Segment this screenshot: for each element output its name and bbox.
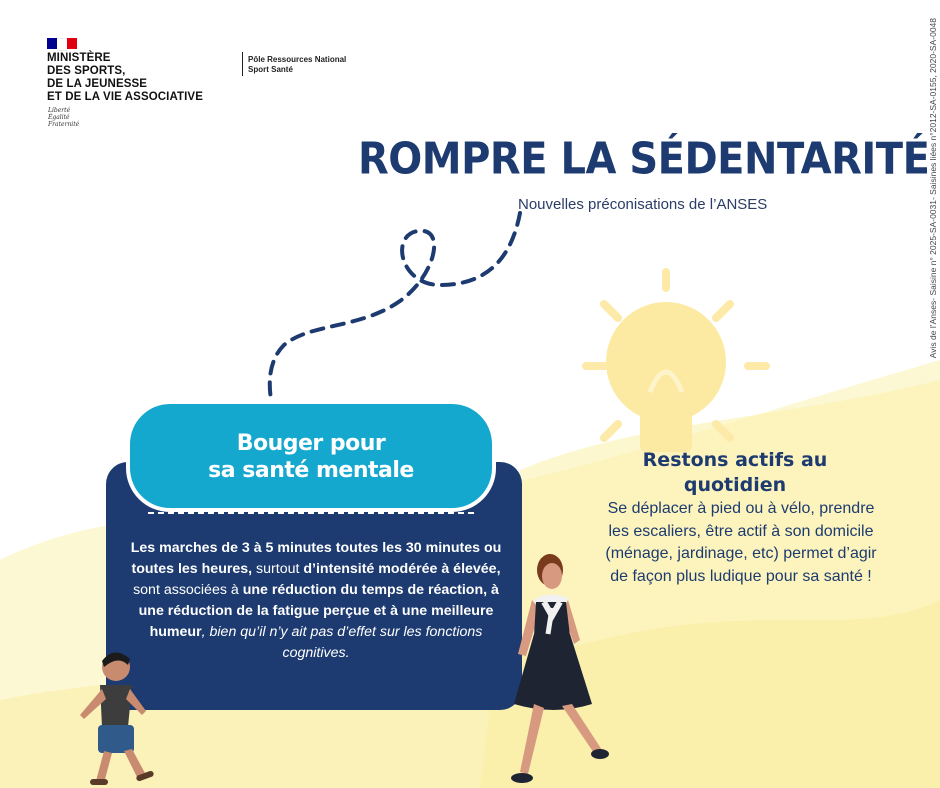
walking-child bbox=[62, 645, 162, 788]
ministry-line: ET DE LA VIE ASSOCIATIVE bbox=[47, 91, 203, 103]
flag-red bbox=[67, 38, 77, 49]
body-bold: Les marches de 3 à 5 minutes toutes les 30 minutes ou toutes les heures, bbox=[130, 540, 502, 577]
pole-divider bbox=[242, 52, 243, 76]
ministry-line: DES SPORTS, bbox=[47, 65, 126, 77]
body-italic: , bien qu’il n’y ait pas d’effet sur les fonctions cognitives. bbox=[201, 624, 483, 661]
body-bold: une réduction du temps de réaction, à une réduction de la fatigue perçue et à une meilleure humeur bbox=[138, 582, 499, 640]
dashed-trail bbox=[250, 205, 540, 410]
motto bbox=[48, 107, 79, 128]
body-regular: surtout bbox=[252, 561, 304, 577]
page-subtitle: Nouvelles préconisations de l’ANSES bbox=[518, 196, 768, 213]
info-card-body bbox=[126, 538, 506, 664]
card-dashed-divider bbox=[148, 512, 474, 514]
pole-name-line: Sport Santé bbox=[248, 65, 293, 74]
motto-line: Fraternité bbox=[48, 121, 80, 128]
republic-flag-logo bbox=[47, 38, 57, 49]
side-reference: Avis de l’Anses- Saisine n° 2025-SA-0031- Saisines liées n°2012-SA-0155, 2020-SA-0048 bbox=[928, 18, 938, 359]
ministry-line: MINISTÈRE bbox=[47, 52, 111, 64]
heading-line: Bouger pour bbox=[236, 431, 386, 456]
page-title: ROMPRE LA SÉDENTARITÉ bbox=[358, 134, 930, 185]
body-bold: d’intensité modérée à élevée, bbox=[303, 561, 501, 577]
motto-line: Liberté bbox=[48, 107, 71, 114]
lightbulb-icon bbox=[580, 262, 780, 462]
flag-white bbox=[57, 38, 67, 51]
actifs-body: Se déplacer à pied ou à vélo, prendre les escaliers, être actif à son domicile (ménage, jardinage, etc) permet d’agir de façon plus ludique pour sa santé ! bbox=[605, 500, 877, 585]
motto-line: Égalité bbox=[48, 114, 70, 121]
actifs-title: Restons actifs au quotidien bbox=[642, 449, 828, 496]
body-regular: sont associées à bbox=[133, 582, 243, 598]
heading-line: sa santé mentale bbox=[208, 458, 414, 483]
ministry-name bbox=[47, 52, 203, 104]
info-card-heading bbox=[130, 430, 492, 484]
pole-name-line: Pôle Ressources National bbox=[248, 55, 347, 64]
ministry-line: DE LA JEUNESSE bbox=[47, 78, 148, 90]
